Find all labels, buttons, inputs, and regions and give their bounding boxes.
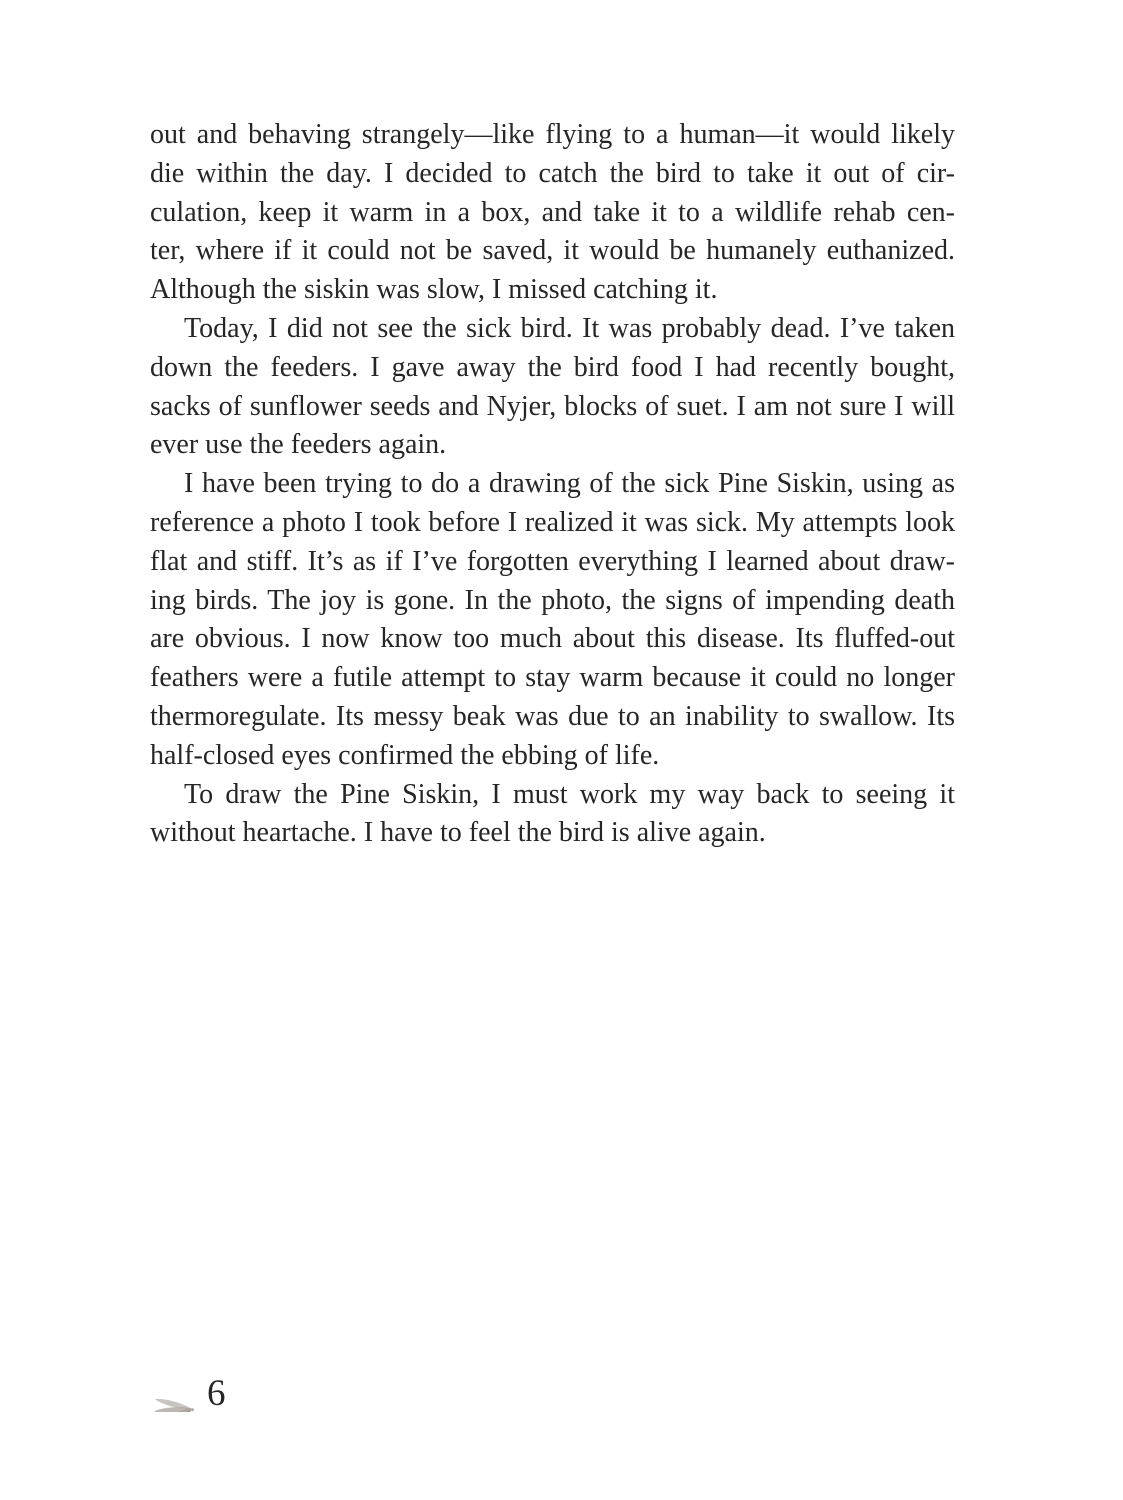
text-line: Today, I did not see the sick bird. It was probably dead. I’ve taken: [184, 312, 955, 344]
feather-fan-ornament-icon: [149, 1375, 196, 1412]
page-number: 6: [207, 1373, 226, 1414]
text-line: I have been trying to do a drawing of the sick Pine Siskin, using as: [184, 468, 955, 500]
text-line: flat and stiff. It’s as if I’ve forgotten everything I learned about draw-: [150, 545, 955, 577]
text-line: culation, keep it warm in a box, and take it to a wildlife rehab cen-: [150, 196, 955, 228]
text-line: To draw the Pine Siskin, I must work my way back to seeing it: [184, 778, 955, 810]
paragraph: [150, 310, 955, 465]
text-line: thermoregulate. Its messy beak was due to an inability to swallow. Its: [150, 700, 955, 732]
text-line: reference a photo I took before I realized it was sick. My attempts look: [150, 506, 955, 538]
text-line: are obvious. I now know too much about this disease. Its fluffed-out: [150, 623, 955, 655]
text-line: down the feeders. I gave away the bird food I had recently bought,: [150, 351, 955, 383]
text-line: without heartache. I have to feel the bird is alive again.: [150, 817, 766, 849]
text-line: ing birds. The joy is gone. In the photo, the signs of impending death: [150, 584, 955, 616]
text-line: ter, where if it could not be saved, it would be humanely euthanized.: [150, 235, 955, 267]
paragraph: [150, 465, 955, 775]
page-footer: [149, 1372, 226, 1412]
body-text: [150, 116, 955, 853]
paragraph: [150, 776, 955, 854]
text-line: sacks of sunflower seeds and Nyjer, blocks of suet. I am not sure I will: [150, 390, 955, 422]
text-line: feathers were a futile attempt to stay warm because it could no longer: [150, 662, 955, 694]
text-line: die within the day. I decided to catch the bird to take it out of cir-: [150, 157, 955, 189]
text-line: Although the siskin was slow, I missed catching it.: [150, 274, 718, 306]
paragraph: [150, 116, 955, 310]
text-line: out and behaving strangely—like flying to a human—it would likely: [150, 119, 955, 150]
text-line: half-closed eyes confirmed the ebbing of life.: [150, 739, 660, 771]
text-line: ever use the feeders again.: [150, 429, 447, 461]
